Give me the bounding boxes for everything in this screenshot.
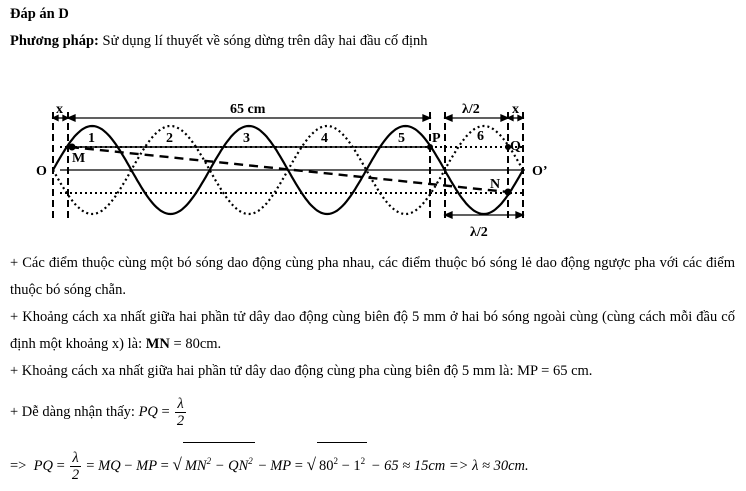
label-loop-1: 1 (88, 131, 95, 146)
method-label: Phương pháp: (10, 33, 99, 49)
label-M: M (72, 151, 86, 166)
formula-arrow: => (10, 457, 27, 474)
label-loop-4: 4 (321, 131, 328, 146)
bullet-4-eq: = (157, 404, 174, 420)
guide-lines (53, 112, 523, 222)
label-half-lambda-bottom: λ/2 (470, 225, 488, 240)
formula-pq: PQ (33, 457, 53, 474)
sqrt-1-exp: 2 (360, 456, 366, 466)
sqrt-mn: MN (184, 457, 207, 474)
bullet-1: + Các điểm thuộc cùng một bó sóng dao động cùng pha nhau, các điểm thuộc bó sóng lẻ dao động ngược pha với các điểm thuộc bó sóng chẵn. (10, 255, 735, 298)
sqrt-1: 1 (353, 457, 361, 474)
point-N-marker (505, 189, 512, 196)
label-loop-6: 6 (477, 129, 484, 144)
answer-heading: Đáp án D (10, 6, 69, 22)
bullet-2-end: = 80cm. (169, 336, 222, 352)
sqrt-qn: QN (228, 457, 249, 474)
formula-mp-1: MP (136, 457, 158, 474)
bullet-4-text: + Dễ dàng nhận thấy: (10, 404, 139, 420)
label-P: P (432, 131, 441, 146)
bullet-4 (10, 394, 188, 430)
method-text: Sử dụng lí thuyết về sóng dừng trên dây hai đầu cố định (102, 33, 428, 49)
formula-mq: MQ (98, 457, 121, 474)
bullet-4-pq: PQ (138, 404, 158, 420)
frac-den: 2 (176, 413, 185, 430)
label-O-prime: O’ (532, 164, 548, 179)
sqrt-qn-exp: 2 (248, 456, 253, 466)
bullet-2-mn: MN (145, 336, 170, 352)
formula-sqrt-1: $MN^2 - QN^2$ (183, 442, 255, 484)
sqrt-80: 80 (318, 457, 334, 474)
formula-frac (70, 450, 80, 483)
label-Q: Q (510, 139, 521, 154)
formula-tail: − 65 ≈ 15cm => λ ≈ 30cm. (367, 457, 529, 474)
label-65cm: 65 cm (230, 102, 266, 117)
frac-num: λ (177, 396, 184, 413)
formula-sqrt-2: $80^2 - 1^2$ (317, 442, 367, 484)
label-O: O (36, 164, 47, 179)
label-x-left: x (56, 102, 63, 117)
label-N: N (490, 177, 501, 192)
sqrt-80-exp: 2 (333, 456, 338, 466)
point-M-marker (69, 144, 76, 151)
dimension-arrows (53, 115, 523, 218)
formula-frac-den: 2 (71, 467, 80, 483)
bullet-2-text: + Khoảng cách xa nhất giữa hai phần tử dây dao động cùng biên độ 5 mm ở hai bó sóng ngoài cùng (cùng cách mỗi đầu cố định một khoảng x) là: (10, 309, 735, 352)
sqrt-mn-exp: 2 (206, 456, 212, 466)
bullet-3: + Khoảng cách xa nhất giữa hai phần tử dây dao động cùng pha cùng biên độ 5 mm là: MP = 65 cm. (10, 363, 593, 379)
fraction-lambda-half (175, 396, 185, 429)
label-x-right: x (512, 102, 519, 117)
label-loop-5: 5 (398, 131, 405, 146)
formula-line: => PQ = $\frac{\lambda}{2}$ = MQ − MP = √ $MN^2 - QN^2$ − MP = √ $80^2 - 1^2 - 65 \approx 15cm => \lambda \approx 30cm$. (10, 442, 529, 484)
formula-mp-2: MP (270, 457, 292, 474)
label-half-lambda-top: λ/2 (462, 102, 480, 117)
label-loop-2: 2 (166, 131, 173, 146)
formula-frac-num: λ (72, 450, 79, 466)
label-loop-3: 3 (243, 131, 250, 146)
bullet-2 (10, 304, 735, 358)
